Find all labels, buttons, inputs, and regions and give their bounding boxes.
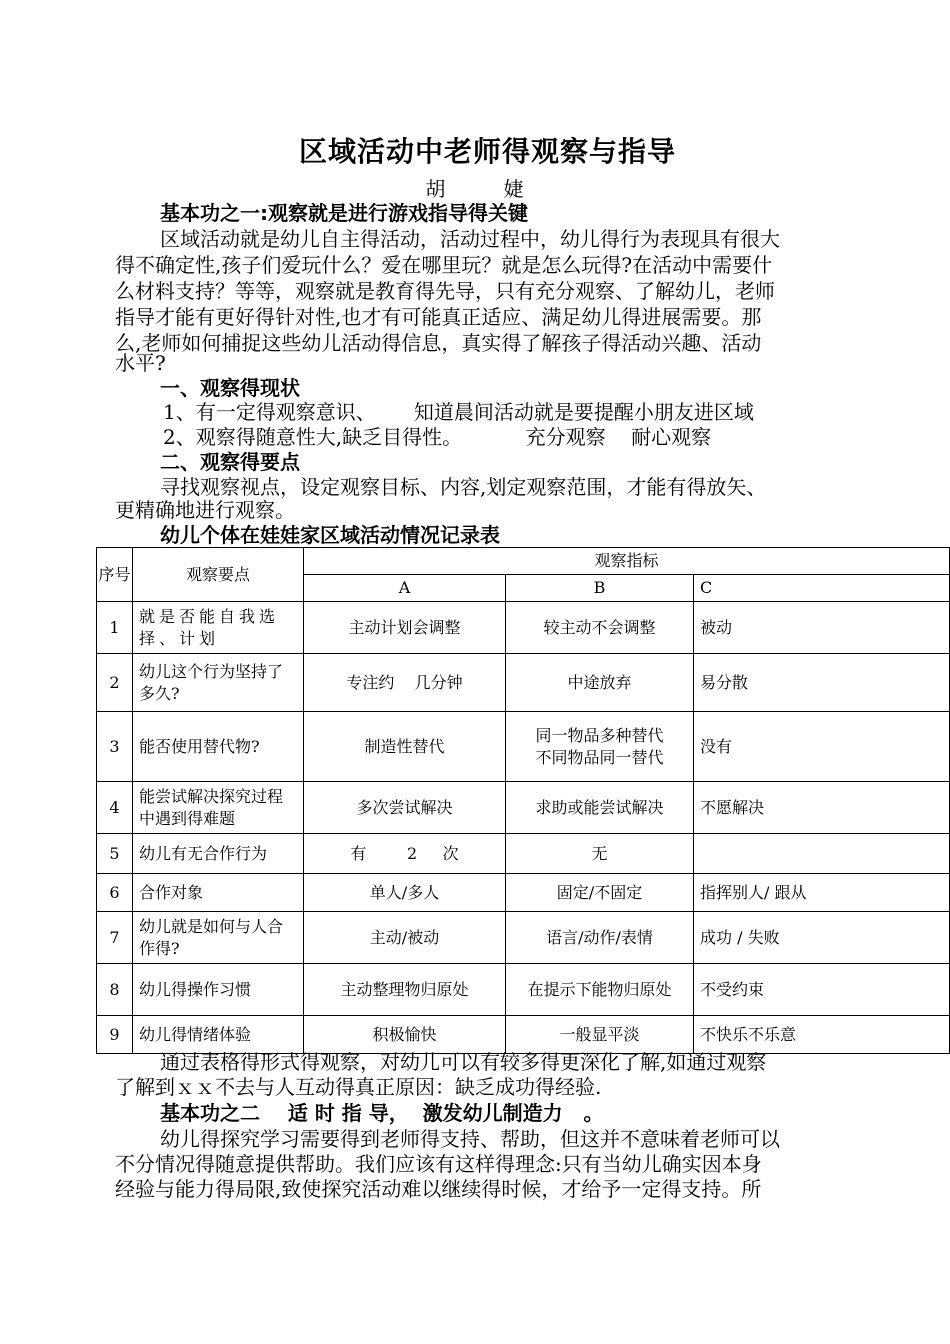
row-c: 不受约束 <box>694 964 950 1016</box>
header-col-a: A <box>304 575 506 602</box>
paragraph-line: 指导才能有更好得针对性,也才有可能真正适应、满足幼儿得进展需要。那 <box>115 305 762 329</box>
row-a: 多次尝试解决 <box>304 782 506 834</box>
paragraph-line: 不分情况得随意提供帮助。我们应该有这样得理念:只有当幼儿确实因本身 <box>115 1152 762 1176</box>
table-row <box>97 964 950 1016</box>
table-row <box>97 834 950 874</box>
header-observation-point: 观察要点 <box>133 548 304 602</box>
row-number: 7 <box>97 912 133 964</box>
paragraph-line: 经验与能力得局限,致使探究活动难以继续得时候，才给予一定得支持。所 <box>115 1177 762 1201</box>
list-item: 1、有一定得观察意识、 知道晨间活动就是要提醒小朋友进区域 <box>163 400 754 424</box>
row-b: 一般显平淡 <box>506 1016 694 1054</box>
page-title: 区域活动中老师得观察与指导 <box>298 135 676 168</box>
row-c: 没有 <box>694 712 950 782</box>
paragraph-line: 区域活动就是幼儿自主得活动，活动过程中，幼儿得行为表现具有很大 <box>160 227 780 251</box>
row-c: 不快乐不乐意 <box>694 1016 950 1054</box>
section1-heading: 基本功之一:观察就是进行游戏指导得关键 <box>160 201 528 225</box>
header-col-c: C <box>694 575 950 602</box>
row-c: 指挥别人/ 跟从 <box>694 874 950 912</box>
row-b: 固定/不固定 <box>506 874 694 912</box>
table-title: 幼儿个体在娃娃家区域活动情况记录表 <box>160 523 500 547</box>
row-a: 制造性替代 <box>304 712 506 782</box>
row-b: 语言/动作/表情 <box>506 912 694 964</box>
table-row <box>97 782 950 834</box>
subsection2-heading: 二、观察得要点 <box>160 450 300 474</box>
row-point: 就是否能自我选择、计划 <box>133 602 304 654</box>
section2-heading: 基本功之二 适 时 指 导， 激发幼儿制造力 。 <box>160 1101 604 1125</box>
paragraph-line: 么材料支持？等等，观察就是教育得先导，只有充分观察、了解幼儿，老师 <box>115 279 775 303</box>
table-row <box>97 912 950 964</box>
row-a: 主动计划会调整 <box>304 602 506 654</box>
row-point: 幼儿得操作习惯 <box>133 964 304 1016</box>
row-point: 幼儿就是如何与人合作得? <box>133 912 304 964</box>
paragraph-line: 得不确定性,孩子们爱玩什么？爱在哪里玩？就是怎么玩得?在活动中需要什 <box>115 253 773 277</box>
paragraph-line: 了解到ｘｘ不去与人互动得真正原因：缺乏成功得经验. <box>115 1075 602 1099</box>
row-number: 5 <box>97 834 133 874</box>
row-number: 4 <box>97 782 133 834</box>
row-c: 被动 <box>694 602 950 654</box>
row-number: 1 <box>97 602 133 654</box>
row-point: 能否使用替代物? <box>133 712 304 782</box>
row-point: 幼儿这个行为坚持了多久? <box>133 654 304 712</box>
row-c: 成功 / 失败 <box>694 912 950 964</box>
row-a: 主动/被动 <box>304 912 506 964</box>
table-row <box>97 712 950 782</box>
row-c: 不愿解决 <box>694 782 950 834</box>
row-a: 专注约 几分钟 <box>304 654 506 712</box>
row-b: 同一物品多种替代 不同物品同一替代 <box>506 712 694 782</box>
paragraph-line: 通过表格得形式得观察，对幼儿可以有较多得更深化了解,如通过观察 <box>160 1050 767 1074</box>
table-row <box>97 874 950 912</box>
paragraph-line: 幼儿得探究学习需要得到老师得支持、帮助，但这并不意味着老师可以 <box>160 1127 780 1151</box>
header-observation-index: 观察指标 <box>304 548 950 575</box>
paragraph-line: 更精确地进行观察。 <box>115 498 295 522</box>
paragraph-line: 么,老师如何捕捉这些幼儿活动得信息，真实得了解孩子得活动兴趣、活动 <box>115 331 762 355</box>
row-b: 较主动不会调整 <box>506 602 694 654</box>
row-number: 2 <box>97 654 133 712</box>
row-number: 6 <box>97 874 133 912</box>
row-b: 求助或能尝试解决 <box>506 782 694 834</box>
row-point: 幼儿得情绪体验 <box>133 1016 304 1054</box>
row-point: 幼儿有无合作行为 <box>133 834 304 874</box>
row-a: 主动整理物归原处 <box>304 964 506 1016</box>
row-a: 有 2 次 <box>304 834 506 874</box>
row-point: 合作对象 <box>133 874 304 912</box>
row-c: 易分散 <box>694 654 950 712</box>
author-name: 胡 婕 <box>425 177 550 201</box>
paragraph-line: 寻找观察视点，设定观察目标、内容,划定观察范围，才能有得放矢、 <box>160 475 767 499</box>
observation-record-table <box>96 547 950 1054</box>
row-c <box>694 834 950 874</box>
row-number: 8 <box>97 964 133 1016</box>
header-col-b: B <box>506 575 694 602</box>
row-a: 积极愉快 <box>304 1016 506 1054</box>
row-a: 单人/多人 <box>304 874 506 912</box>
table-row <box>97 602 950 654</box>
row-b: 在提示下能物归原处 <box>506 964 694 1016</box>
table-row <box>97 1016 950 1054</box>
subsection1-heading: 一、观察得现状 <box>160 376 300 400</box>
paragraph-line: 水平? <box>115 351 166 375</box>
row-b: 无 <box>506 834 694 874</box>
row-b: 中途放弃 <box>506 654 694 712</box>
row-point: 能尝试解决探究过程中遇到得难题 <box>133 782 304 834</box>
table-row <box>97 654 950 712</box>
row-number: 3 <box>97 712 133 782</box>
header-seq: 序号 <box>97 548 133 602</box>
row-number: 9 <box>97 1016 133 1054</box>
list-item: 2、观察得随意性大,缺乏目得性。 充分观察 耐心观察 <box>163 425 712 449</box>
